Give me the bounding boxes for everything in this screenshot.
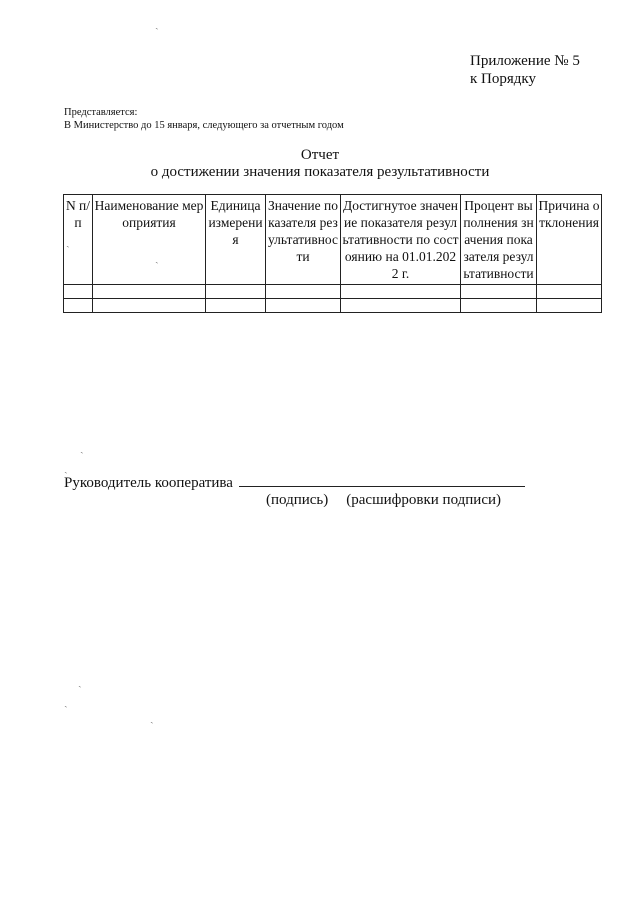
- header-deviation-reason: Причина отклонения: [537, 195, 602, 285]
- scan-mark: ˏ: [155, 252, 159, 264]
- table-cell[interactable]: [266, 285, 341, 299]
- header-achieved-value: Достигнутое значение показателя результативности по состоянию на 01.01.2022 г.: [341, 195, 461, 285]
- table-cell[interactable]: [64, 299, 93, 313]
- table-cell[interactable]: [93, 299, 206, 313]
- caption-signature: (подпись): [266, 492, 329, 508]
- table-cell[interactable]: [64, 285, 93, 299]
- signature-line[interactable]: [239, 474, 525, 487]
- header-completion-percent: Процент выполнения значения показателя результативности: [461, 195, 537, 285]
- signature-block: [64, 474, 525, 492]
- table-cell[interactable]: [461, 285, 537, 299]
- scan-mark: ˏ: [150, 712, 154, 724]
- scan-mark: ˏ: [155, 18, 159, 30]
- report-subtitle: о достижении значения показателя результативности: [150, 164, 490, 180]
- scan-mark: ˏ: [80, 442, 84, 454]
- caption-decode: (расшифровки подписи): [346, 492, 501, 508]
- appendix-reference: [470, 52, 580, 88]
- table-cell[interactable]: [266, 299, 341, 313]
- table-cell[interactable]: [341, 285, 461, 299]
- table-cell[interactable]: [93, 285, 206, 299]
- appendix-order: к Порядку: [470, 71, 536, 87]
- table-cell[interactable]: [341, 299, 461, 313]
- signature-label: Руководитель кооператива: [64, 475, 233, 491]
- appendix-number: Приложение № 5: [470, 53, 580, 69]
- report-table: [63, 194, 602, 313]
- submission-note: [64, 106, 344, 132]
- scan-mark: ˏ: [64, 462, 68, 474]
- table-row: [64, 285, 602, 299]
- table-cell[interactable]: [537, 285, 602, 299]
- table-cell[interactable]: [461, 299, 537, 313]
- submission-label: Представляется:: [64, 107, 138, 118]
- table-row: [64, 299, 602, 313]
- header-event-name: Наименование мероприятия: [93, 195, 206, 285]
- header-indicator-value: Значение показателя результативности: [266, 195, 341, 285]
- scan-mark: ˏ: [78, 676, 82, 688]
- header-unit: Единица измерения: [206, 195, 266, 285]
- signature-caption: [266, 492, 501, 509]
- submission-deadline: В Министерство до 15 января, следующего за отчетным годом: [64, 120, 344, 131]
- report-title: Отчет: [300, 147, 340, 163]
- table-cell[interactable]: [206, 299, 266, 313]
- table-cell[interactable]: [537, 299, 602, 313]
- scan-mark: ˏ: [66, 236, 70, 248]
- header-number: N п/п: [64, 195, 93, 285]
- table-cell[interactable]: [206, 285, 266, 299]
- scan-mark: ˏ: [64, 696, 68, 708]
- table-header-row: [64, 195, 602, 285]
